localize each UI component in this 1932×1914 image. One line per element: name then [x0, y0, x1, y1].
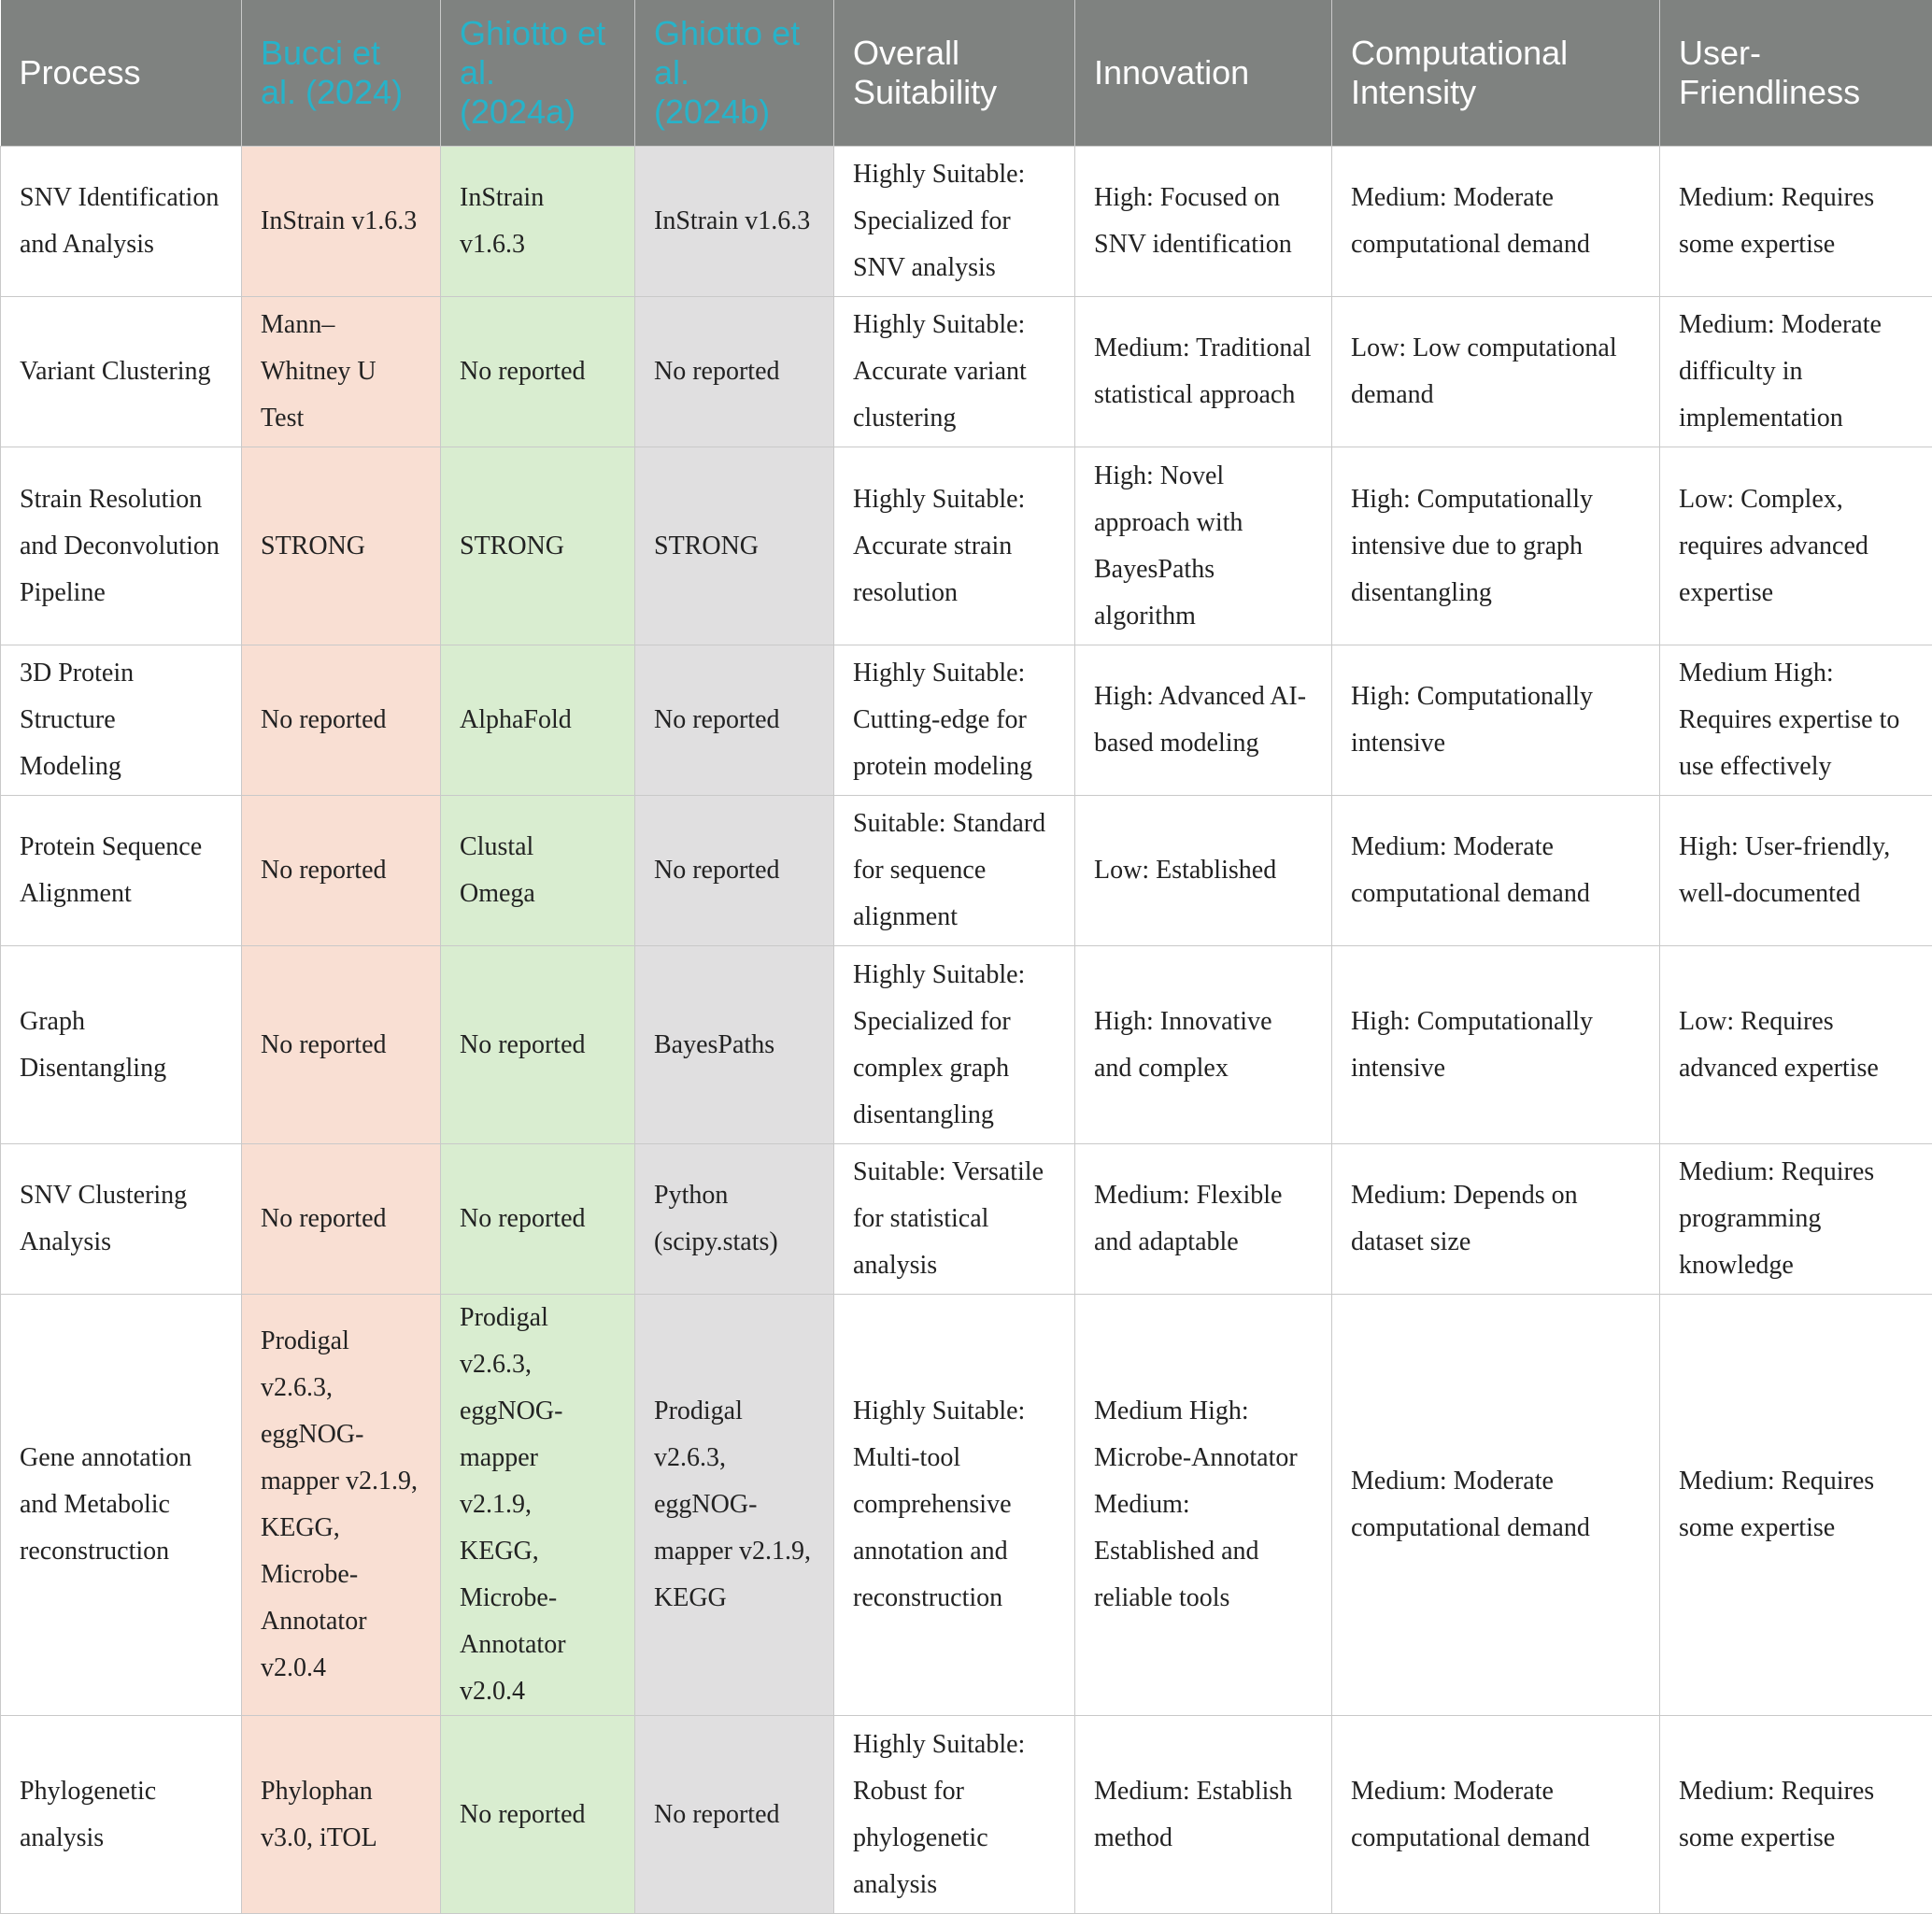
header-ghiotto-2024a[interactable]: Ghiotto et al. (2024a) — [441, 0, 635, 147]
suitability-cell: Highly Suitable: Specialized for complex graph disentangling — [834, 946, 1075, 1144]
user-friendliness-cell: Medium: Moderate difficulty in implementation — [1660, 297, 1932, 447]
bucci-cell: No reported — [242, 946, 441, 1144]
ghiotto-a-cell: No reported — [441, 946, 635, 1144]
computational-cell: Medium: Moderate computational demand — [1332, 796, 1660, 946]
table-row — [1, 796, 1932, 946]
table-header — [1, 0, 1932, 147]
suitability-cell: Highly Suitable: Accurate variant clustering — [834, 297, 1075, 447]
innovation-cell: Medium: Flexible and adaptable — [1075, 1144, 1332, 1295]
ghiotto-a-cell: Clustal Omega — [441, 796, 635, 946]
process-cell: Phylogenetic analysis — [1, 1716, 242, 1914]
bucci-cell: Prodigal v2.6.3, eggNOG-mapper v2.1.9, KEGG, Microbe-Annotator v2.0.4 — [242, 1295, 441, 1716]
ghiotto-b-cell: Prodigal v2.6.3, eggNOG-mapper v2.1.9, KEGG — [635, 1295, 834, 1716]
user-friendliness-cell: Medium: Requires some expertise — [1660, 1295, 1932, 1716]
header-innovation: Innovation — [1075, 0, 1332, 147]
header-row — [1, 0, 1932, 147]
header-process: Process — [1, 0, 242, 147]
header-bucci-2024[interactable]: Bucci et al. (2024) — [242, 0, 441, 147]
process-cell: 3D Protein Structure Modeling — [1, 645, 242, 796]
computational-cell: Medium: Moderate computational demand — [1332, 1295, 1660, 1716]
process-cell: Gene annotation and Metabolic reconstruction — [1, 1295, 242, 1716]
bucci-cell: No reported — [242, 796, 441, 946]
suitability-cell: Suitable: Standard for sequence alignment — [834, 796, 1075, 946]
user-friendliness-cell: Medium: Requires programming knowledge — [1660, 1144, 1932, 1295]
process-cell: Variant Clustering — [1, 297, 242, 447]
ghiotto-a-cell: InStrain v1.6.3 — [441, 147, 635, 297]
ghiotto-b-cell: STRONG — [635, 447, 834, 645]
suitability-cell: Highly Suitable: Cutting-edge for protein modeling — [834, 645, 1075, 796]
suitability-cell: Highly Suitable: Multi-tool comprehensive annotation and reconstruction — [834, 1295, 1075, 1716]
suitability-cell: Highly Suitable: Accurate strain resolution — [834, 447, 1075, 645]
computational-cell: Medium: Depends on dataset size — [1332, 1144, 1660, 1295]
computational-cell: High: Computationally intensive — [1332, 645, 1660, 796]
table-body — [1, 147, 1932, 1914]
innovation-cell: High: Advanced AI-based modeling — [1075, 645, 1332, 796]
header-user-friendliness: User-Friendliness — [1660, 0, 1932, 147]
ghiotto-b-cell: InStrain v1.6.3 — [635, 147, 834, 297]
table-row — [1, 447, 1932, 645]
innovation-cell: High: Innovative and complex — [1075, 946, 1332, 1144]
table-row — [1, 297, 1932, 447]
ghiotto-b-cell: No reported — [635, 796, 834, 946]
computational-cell: High: Computationally intensive — [1332, 946, 1660, 1144]
table-row — [1, 946, 1932, 1144]
user-friendliness-cell: Medium: Requires some expertise — [1660, 1716, 1932, 1914]
process-cell: Protein Sequence Alignment — [1, 796, 242, 946]
innovation-cell: High: Focused on SNV identification — [1075, 147, 1332, 297]
process-cell: SNV Identification and Analysis — [1, 147, 242, 297]
ghiotto-a-cell: AlphaFold — [441, 645, 635, 796]
bucci-cell: STRONG — [242, 447, 441, 645]
header-computational-intensity: Computational Intensity — [1332, 0, 1660, 147]
innovation-cell: Medium: Traditional statistical approach — [1075, 297, 1332, 447]
suitability-cell: Highly Suitable: Robust for phylogenetic analysis — [834, 1716, 1075, 1914]
header-overall-suitability: Overall Suitability — [834, 0, 1075, 147]
ghiotto-a-cell: No reported — [441, 1144, 635, 1295]
header-ghiotto-2024b[interactable]: Ghiotto et al. (2024b) — [635, 0, 834, 147]
ghiotto-b-cell: BayesPaths — [635, 946, 834, 1144]
bucci-cell: Phylophan v3.0, iTOL — [242, 1716, 441, 1914]
table-row — [1, 1295, 1932, 1716]
innovation-cell: Medium: Establish method — [1075, 1716, 1332, 1914]
process-cell: Strain Resolution and Deconvolution Pipeline — [1, 447, 242, 645]
innovation-cell: Low: Established — [1075, 796, 1332, 946]
ghiotto-a-cell: No reported — [441, 297, 635, 447]
table-row — [1, 645, 1932, 796]
computational-cell: Medium: Moderate computational demand — [1332, 1716, 1660, 1914]
process-cell: Graph Disentangling — [1, 946, 242, 1144]
ghiotto-a-cell: STRONG — [441, 447, 635, 645]
ghiotto-a-cell: No reported — [441, 1716, 635, 1914]
user-friendliness-cell: Low: Complex, requires advanced expertise — [1660, 447, 1932, 645]
ghiotto-b-cell: No reported — [635, 297, 834, 447]
suitability-cell: Suitable: Versatile for statistical analysis — [834, 1144, 1075, 1295]
computational-cell: Low: Low computational demand — [1332, 297, 1660, 447]
process-cell: SNV Clustering Analysis — [1, 1144, 242, 1295]
bucci-cell: No reported — [242, 645, 441, 796]
suitability-cell: Highly Suitable: Specialized for SNV analysis — [834, 147, 1075, 297]
innovation-cell: Medium High: Microbe-Annotator Medium: Established and reliable tools — [1075, 1295, 1332, 1716]
computational-cell: Medium: Moderate computational demand — [1332, 147, 1660, 297]
user-friendliness-cell: Medium High: Requires expertise to use effectively — [1660, 645, 1932, 796]
table-row — [1, 1716, 1932, 1914]
table-row — [1, 147, 1932, 297]
ghiotto-a-cell: Prodigal v2.6.3, eggNOG-mapper v2.1.9, KEGG, Microbe-Annotator v2.0.4 — [441, 1295, 635, 1716]
bucci-cell: No reported — [242, 1144, 441, 1295]
bucci-cell: Mann–Whitney U Test — [242, 297, 441, 447]
computational-cell: High: Computationally intensive due to graph disentangling — [1332, 447, 1660, 645]
ghiotto-b-cell: No reported — [635, 645, 834, 796]
bucci-cell: InStrain v1.6.3 — [242, 147, 441, 297]
ghiotto-b-cell: No reported — [635, 1716, 834, 1914]
user-friendliness-cell: Low: Requires advanced expertise — [1660, 946, 1932, 1144]
ghiotto-b-cell: Python (scipy.stats) — [635, 1144, 834, 1295]
innovation-cell: High: Novel approach with BayesPaths algorithm — [1075, 447, 1332, 645]
user-friendliness-cell: High: User-friendly, well-documented — [1660, 796, 1932, 946]
user-friendliness-cell: Medium: Requires some expertise — [1660, 147, 1932, 297]
table-row — [1, 1144, 1932, 1295]
